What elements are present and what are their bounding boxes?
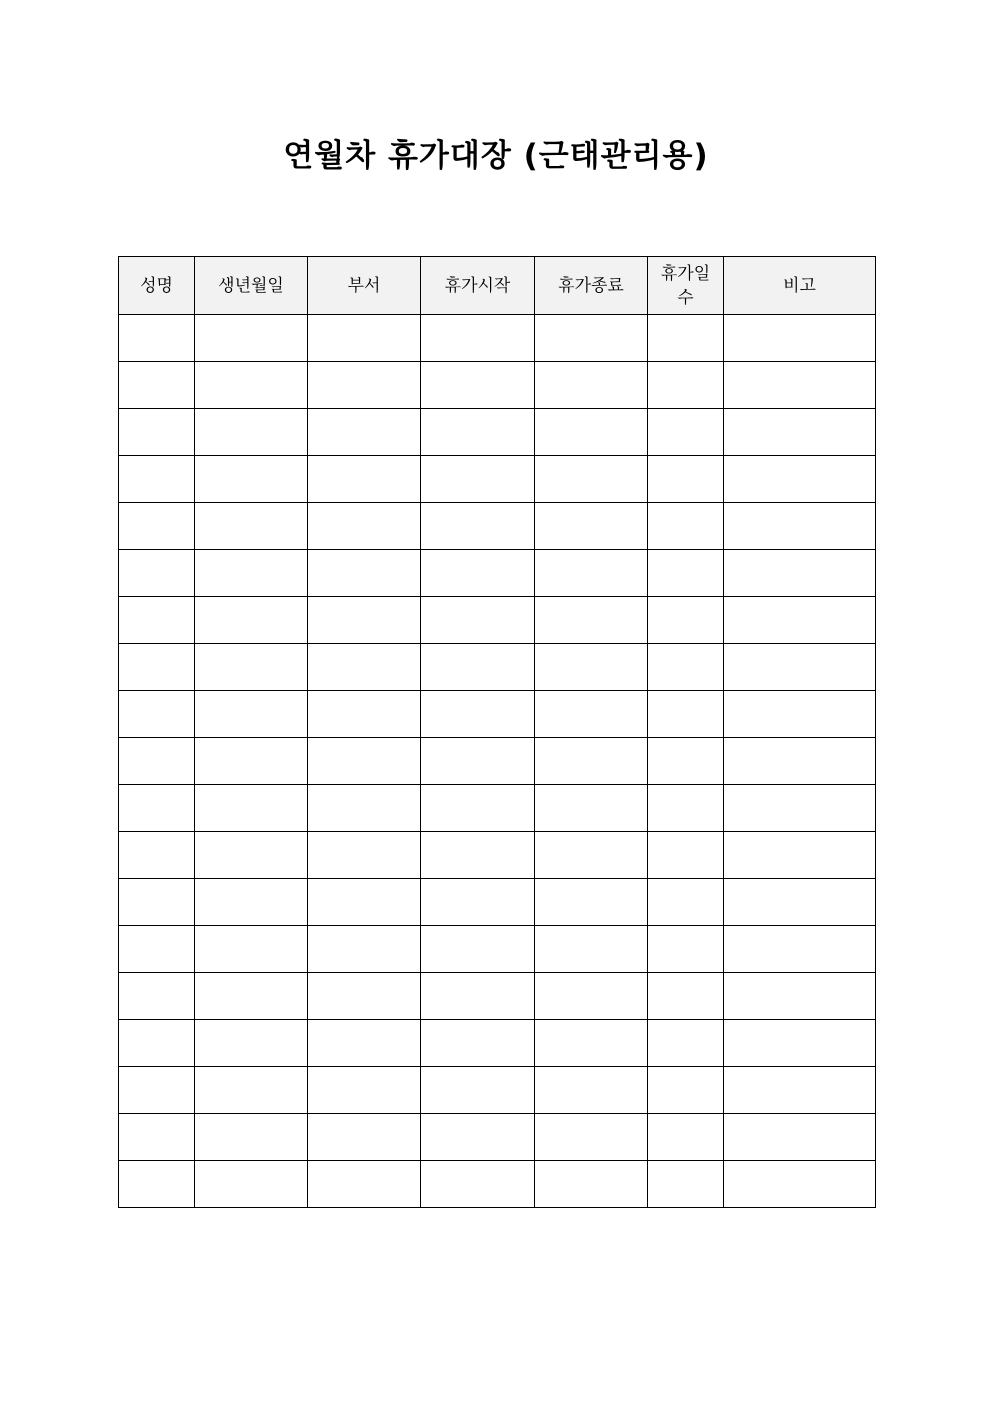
cell-name[interactable] <box>119 1114 195 1161</box>
cell-department[interactable] <box>308 550 421 597</box>
cell-leave-days[interactable] <box>648 691 724 738</box>
cell-leave-start[interactable] <box>421 597 535 644</box>
header-leave-start: 휴가시작 <box>421 257 535 315</box>
cell-leave-days[interactable] <box>648 644 724 691</box>
cell-leave-end[interactable] <box>535 503 648 550</box>
table-row <box>119 738 876 785</box>
cell-birth-date[interactable] <box>195 691 308 738</box>
cell-name[interactable] <box>119 691 195 738</box>
cell-leave-days[interactable] <box>648 1161 724 1208</box>
cell-department[interactable] <box>308 315 421 362</box>
table-row <box>119 597 876 644</box>
cell-department[interactable] <box>308 409 421 456</box>
cell-name[interactable] <box>119 1161 195 1208</box>
cell-birth-date[interactable] <box>195 1067 308 1114</box>
table-row <box>119 315 876 362</box>
cell-remarks[interactable] <box>724 691 876 738</box>
cell-leave-start[interactable] <box>421 1020 535 1067</box>
cell-leave-start[interactable] <box>421 879 535 926</box>
cell-birth-date[interactable] <box>195 409 308 456</box>
cell-remarks[interactable] <box>724 1114 876 1161</box>
table-row <box>119 879 876 926</box>
cell-name[interactable] <box>119 503 195 550</box>
cell-leave-end[interactable] <box>535 926 648 973</box>
cell-remarks[interactable] <box>724 644 876 691</box>
cell-leave-start[interactable] <box>421 644 535 691</box>
cell-leave-end[interactable] <box>535 1020 648 1067</box>
cell-remarks[interactable] <box>724 926 876 973</box>
header-leave-end: 휴가종료 <box>535 257 648 315</box>
cell-leave-days[interactable] <box>648 738 724 785</box>
cell-leave-end[interactable] <box>535 973 648 1020</box>
table-row <box>119 362 876 409</box>
table-row <box>119 456 876 503</box>
header-birth-date: 생년월일 <box>195 257 308 315</box>
cell-leave-start[interactable] <box>421 362 535 409</box>
cell-leave-days[interactable] <box>648 315 724 362</box>
cell-remarks[interactable] <box>724 832 876 879</box>
cell-remarks[interactable] <box>724 1161 876 1208</box>
table-body <box>119 315 876 1208</box>
cell-remarks[interactable] <box>724 409 876 456</box>
cell-remarks[interactable] <box>724 738 876 785</box>
cell-leave-end[interactable] <box>535 738 648 785</box>
cell-department[interactable] <box>308 785 421 832</box>
cell-department[interactable] <box>308 926 421 973</box>
cell-remarks[interactable] <box>724 973 876 1020</box>
header-leave-days: 휴가일수 <box>660 263 711 308</box>
cell-department[interactable] <box>308 738 421 785</box>
cell-leave-days[interactable] <box>648 879 724 926</box>
cell-leave-days[interactable] <box>648 597 724 644</box>
cell-leave-end[interactable] <box>535 1067 648 1114</box>
cell-birth-date[interactable] <box>195 315 308 362</box>
cell-birth-date[interactable] <box>195 973 308 1020</box>
cell-department[interactable] <box>308 1114 421 1161</box>
table-header <box>119 257 876 315</box>
cell-leave-end[interactable] <box>535 691 648 738</box>
cell-department[interactable] <box>308 832 421 879</box>
cell-birth-date[interactable] <box>195 503 308 550</box>
cell-name[interactable] <box>119 832 195 879</box>
cell-leave-start[interactable] <box>421 409 535 456</box>
table-row <box>119 973 876 1020</box>
cell-name[interactable] <box>119 738 195 785</box>
cell-leave-days[interactable] <box>648 550 724 597</box>
cell-leave-start[interactable] <box>421 1161 535 1208</box>
cell-name[interactable] <box>119 1020 195 1067</box>
leave-register-table <box>118 256 876 1208</box>
cell-name[interactable] <box>119 879 195 926</box>
cell-leave-start[interactable] <box>421 691 535 738</box>
cell-name[interactable] <box>119 362 195 409</box>
header-department: 부서 <box>308 257 421 315</box>
cell-leave-days[interactable] <box>648 785 724 832</box>
cell-leave-end[interactable] <box>535 1161 648 1208</box>
header-row <box>119 257 876 315</box>
cell-birth-date[interactable] <box>195 926 308 973</box>
header-remarks: 비고 <box>724 257 876 315</box>
cell-department[interactable] <box>308 1020 421 1067</box>
cell-leave-end[interactable] <box>535 785 648 832</box>
header-name: 성명 <box>119 257 195 315</box>
cell-name[interactable] <box>119 1067 195 1114</box>
page-title: 연월차 휴가대장 (근태관리용) <box>283 138 709 174</box>
cell-department[interactable] <box>308 644 421 691</box>
cell-leave-end[interactable] <box>535 315 648 362</box>
table-row <box>119 691 876 738</box>
cell-leave-start[interactable] <box>421 503 535 550</box>
cell-name[interactable] <box>119 644 195 691</box>
cell-birth-date[interactable] <box>195 550 308 597</box>
cell-leave-days[interactable] <box>648 926 724 973</box>
cell-remarks[interactable] <box>724 315 876 362</box>
cell-leave-end[interactable] <box>535 1114 648 1161</box>
table-row <box>119 926 876 973</box>
cell-name[interactable] <box>119 785 195 832</box>
cell-department[interactable] <box>308 973 421 1020</box>
cell-name[interactable] <box>119 409 195 456</box>
cell-leave-end[interactable] <box>535 409 648 456</box>
cell-leave-start[interactable] <box>421 315 535 362</box>
table-row <box>119 785 876 832</box>
cell-remarks[interactable] <box>724 503 876 550</box>
cell-remarks[interactable] <box>724 1020 876 1067</box>
cell-leave-end[interactable] <box>535 597 648 644</box>
cell-leave-start[interactable] <box>421 738 535 785</box>
cell-birth-date[interactable] <box>195 644 308 691</box>
cell-leave-days[interactable] <box>648 1067 724 1114</box>
table-row <box>119 1114 876 1161</box>
header-leave-days-cell <box>648 257 724 315</box>
cell-name[interactable] <box>119 456 195 503</box>
cell-leave-start[interactable] <box>421 456 535 503</box>
cell-department[interactable] <box>308 879 421 926</box>
cell-leave-days[interactable] <box>648 409 724 456</box>
cell-leave-start[interactable] <box>421 973 535 1020</box>
cell-birth-date[interactable] <box>195 738 308 785</box>
cell-leave-start[interactable] <box>421 1114 535 1161</box>
cell-department[interactable] <box>308 456 421 503</box>
cell-name[interactable] <box>119 926 195 973</box>
cell-remarks[interactable] <box>724 550 876 597</box>
cell-birth-date[interactable] <box>195 832 308 879</box>
cell-leave-start[interactable] <box>421 1067 535 1114</box>
cell-department[interactable] <box>308 503 421 550</box>
cell-department[interactable] <box>308 1067 421 1114</box>
cell-leave-start[interactable] <box>421 550 535 597</box>
cell-birth-date[interactable] <box>195 879 308 926</box>
cell-leave-start[interactable] <box>421 926 535 973</box>
cell-birth-date[interactable] <box>195 1114 308 1161</box>
cell-leave-end[interactable] <box>535 879 648 926</box>
cell-department[interactable] <box>308 362 421 409</box>
cell-name[interactable] <box>119 597 195 644</box>
cell-birth-date[interactable] <box>195 597 308 644</box>
cell-leave-days[interactable] <box>648 1020 724 1067</box>
cell-leave-start[interactable] <box>421 832 535 879</box>
cell-leave-days[interactable] <box>648 832 724 879</box>
cell-remarks[interactable] <box>724 785 876 832</box>
table-row <box>119 1067 876 1114</box>
cell-birth-date[interactable] <box>195 1020 308 1067</box>
cell-leave-end[interactable] <box>535 456 648 503</box>
cell-department[interactable] <box>308 1161 421 1208</box>
cell-department[interactable] <box>308 597 421 644</box>
cell-leave-end[interactable] <box>535 362 648 409</box>
table-row <box>119 550 876 597</box>
cell-leave-end[interactable] <box>535 832 648 879</box>
cell-leave-start[interactable] <box>421 785 535 832</box>
cell-leave-days[interactable] <box>648 456 724 503</box>
table-row <box>119 1020 876 1067</box>
table-row <box>119 832 876 879</box>
cell-remarks[interactable] <box>724 879 876 926</box>
cell-birth-date[interactable] <box>195 785 308 832</box>
cell-department[interactable] <box>308 691 421 738</box>
table-row <box>119 503 876 550</box>
cell-leave-end[interactable] <box>535 550 648 597</box>
cell-remarks[interactable] <box>724 1067 876 1114</box>
cell-leave-days[interactable] <box>648 973 724 1020</box>
cell-birth-date[interactable] <box>195 456 308 503</box>
table-row <box>119 409 876 456</box>
cell-remarks[interactable] <box>724 362 876 409</box>
cell-leave-days[interactable] <box>648 362 724 409</box>
cell-name[interactable] <box>119 550 195 597</box>
cell-remarks[interactable] <box>724 456 876 503</box>
table-row <box>119 644 876 691</box>
cell-birth-date[interactable] <box>195 362 308 409</box>
cell-name[interactable] <box>119 973 195 1020</box>
cell-remarks[interactable] <box>724 597 876 644</box>
cell-name[interactable] <box>119 315 195 362</box>
table-row <box>119 1161 876 1208</box>
cell-birth-date[interactable] <box>195 1161 308 1208</box>
cell-leave-end[interactable] <box>535 644 648 691</box>
cell-leave-days[interactable] <box>648 503 724 550</box>
cell-leave-days[interactable] <box>648 1114 724 1161</box>
